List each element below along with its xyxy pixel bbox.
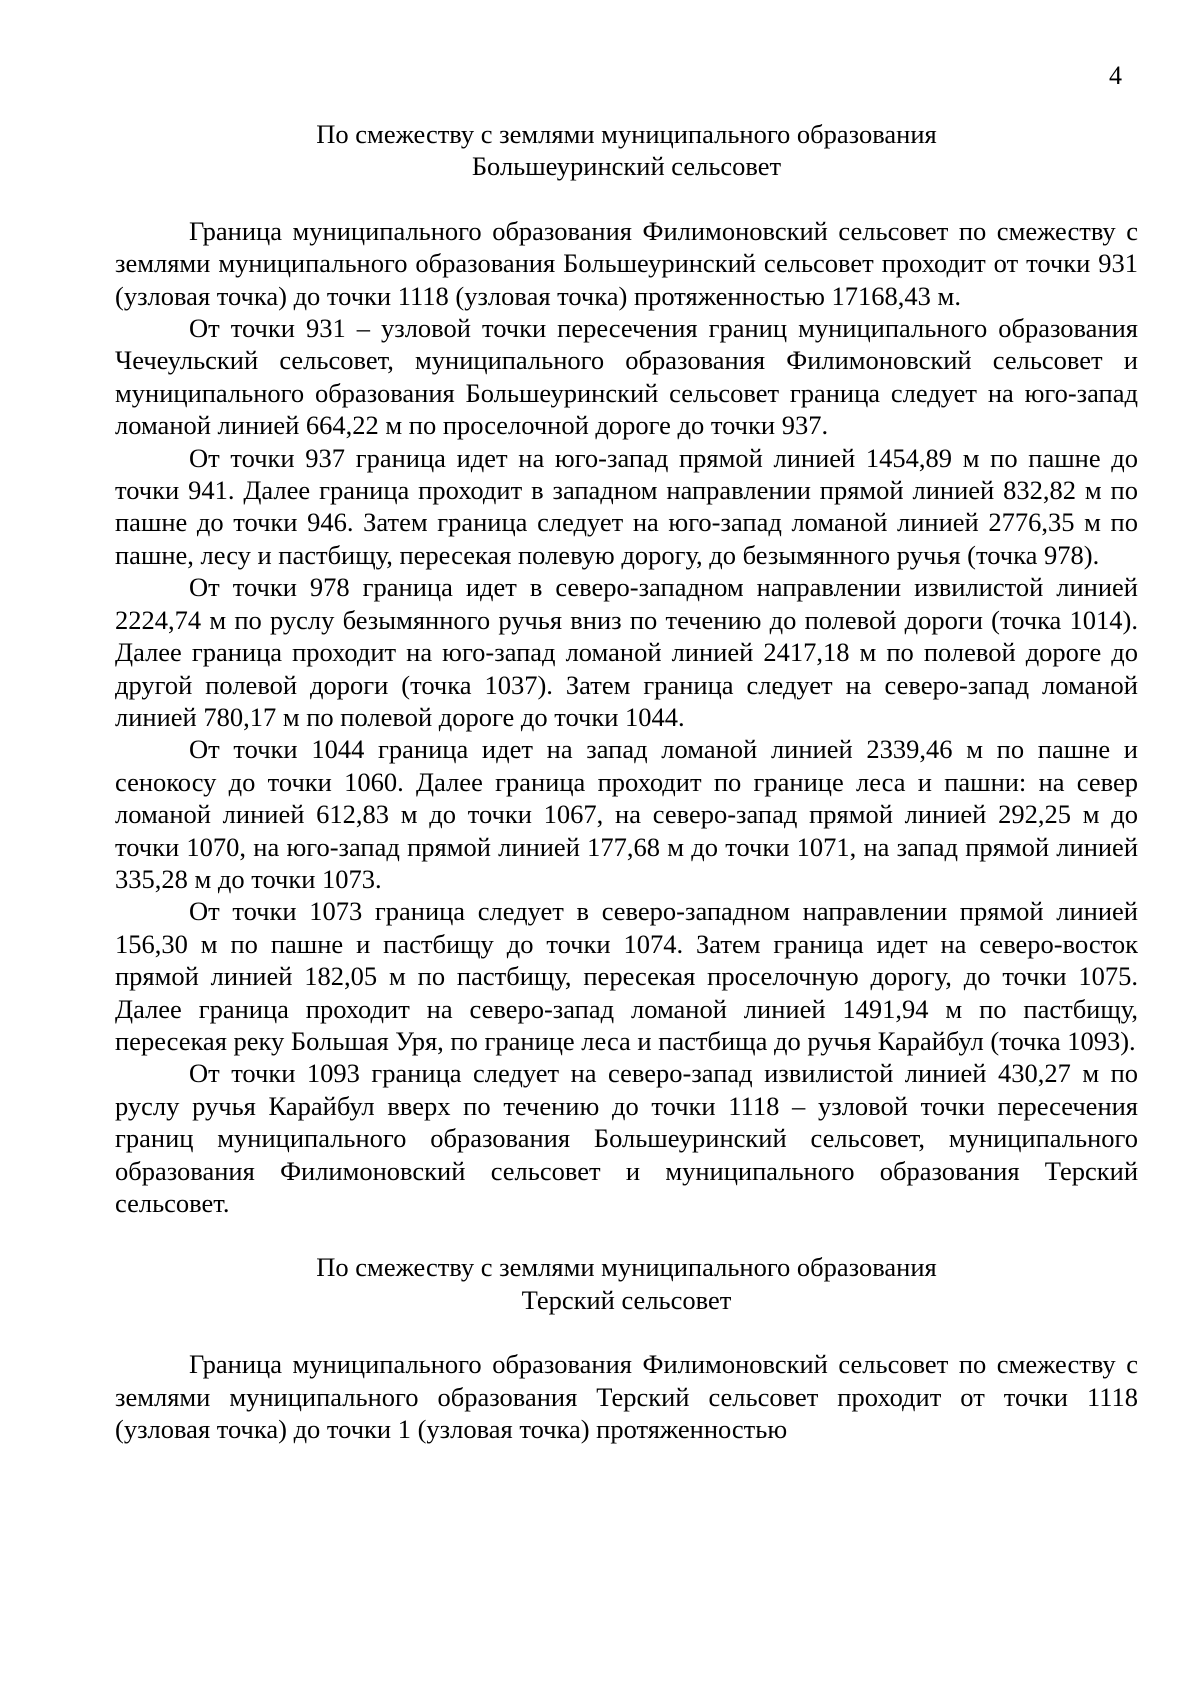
section-heading bbox=[115, 118, 1138, 183]
paragraph: От точки 931 – узловой точки пересечения границ муниципального образования Чечеульский сельсовет, муниципального образования Филимоновский сельсовет и муниципального образования Большеуринский сельсовет граница следует на юго-запад ломаной линией 664,22 м по проселочной дороге до точки 937. bbox=[115, 313, 1138, 441]
paragraph: От точки 1044 граница идет на запад ломаной линией 2339,46 м по пашне и сенокосу до точки 1060. Далее граница проходит по границе леса и пашни: на север ломаной линией 612,83 м до точки 1067, на северо-запад прямой линией 292,25 м до точки 1070, на юго-запад прямой линией 177,68 м до точки 1071, на запад прямой линией 335,28 м до точки 1073. bbox=[115, 734, 1138, 894]
spacer bbox=[115, 1316, 1138, 1348]
spacer bbox=[115, 1219, 1138, 1251]
paragraph: Граница муниципального образования Филимоновский сельсовет по смежеству с землями муниципального образования Терский сельсовет проходит от точки 1118 (узловая точка) до точки 1 (узловая точка) протяженностью bbox=[115, 1349, 1138, 1445]
section-heading-line2: Терский сельсовет bbox=[521, 1284, 732, 1315]
paragraph: От точки 978 граница идет в северо-западном направлении извилистой линией 2224,74 м по руслу безымянного ручья вниз по течению до полевой дороги (точка 1014). Далее граница проходит на юго-запад ломаной линией 2417,18 м по полевой дороге до другой полевой дороги (точка 1037). Затем граница следует на северо-запад ломаной линией 780,17 м по полевой дороге до точки 1044. bbox=[115, 572, 1138, 732]
paragraph: Граница муниципального образования Филимоновский сельсовет по смежеству с землями муниципального образования Большеуринский сельсовет проходит от точки 931 (узловая точка) до точки 1118 (узловая точка) протяженностью 17168,43 м. bbox=[115, 215, 1138, 311]
paragraph: От точки 1093 граница следует на северо-запад извилистой линией 430,27 м по руслу ручья Карайбул вверх по течению до точки 1118 – узловой точки пересечения границ муниципального образования Большеуринский сельсовет, муниципального образования Филимоновский сельсовет и муниципального образования Терский сельсовет. bbox=[115, 1058, 1138, 1218]
section-heading bbox=[115, 1251, 1138, 1316]
section-tersky bbox=[115, 1251, 1138, 1445]
paragraph: От точки 937 граница идет на юго-запад прямой линией 1454,89 м по пашне до точки 941. Далее граница проходит в западном направлении прямой линией 832,82 м по пашне до точки 946. Затем граница следует на юго-запад ломаной линией 2776,35 м по пашне, лесу и пастбищу, пересекая полевую дорогу, до безымянного ручья (точка 978). bbox=[115, 442, 1138, 570]
section-heading-line2: Большеуринский сельсовет bbox=[471, 151, 782, 182]
section-heading-line1: По смежеству с землями муниципального образования bbox=[316, 1252, 937, 1283]
section-heading-line1: По смежеству с землями муниципального образования bbox=[316, 119, 937, 149]
page-number: 4 bbox=[1109, 61, 1122, 90]
paragraph: От точки 1073 граница следует в северо-западном направлении прямой линией 156,30 м по пашне и пастбищу до точки 1074. Затем граница идет на северо-восток прямой линией 182,05 м по пастбищу, пересекая проселочную дорогу, до точки 1075. Далее граница проходит на северо-запад ломаной линией 1491,94 м по пастбищу, пересекая реку Большая Уря, по границе леса и пастбища до ручья Карайбул (точка 1093). bbox=[115, 896, 1138, 1056]
spacer bbox=[115, 183, 1138, 215]
section-bolsheurinsky bbox=[115, 118, 1138, 1219]
document-body bbox=[115, 118, 1138, 1445]
